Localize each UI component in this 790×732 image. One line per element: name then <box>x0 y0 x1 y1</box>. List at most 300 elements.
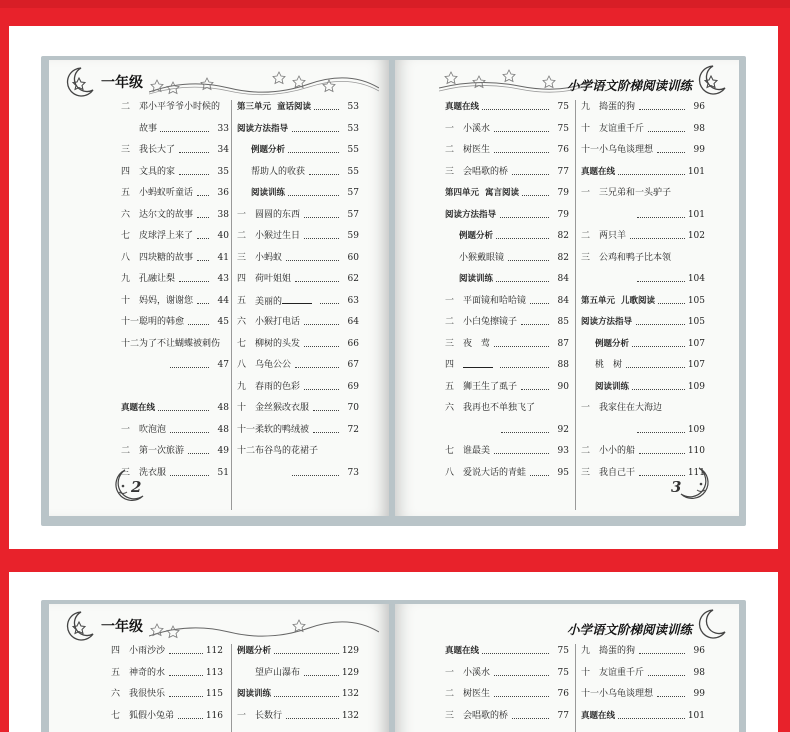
toc-entry-title: 真题在线 <box>445 646 480 656</box>
toc-entry-page: 84 <box>557 295 569 306</box>
toc-entry-title: 爱说大话的青蛙 <box>463 467 527 478</box>
leader-dots <box>482 100 549 110</box>
leader-dots <box>295 272 339 282</box>
toc-entry <box>445 122 569 136</box>
toc-entry-number: 二 <box>121 102 131 112</box>
toc-column <box>445 100 569 510</box>
toc-entry-title: 小乌龟谈理想 <box>599 689 654 699</box>
toc-entry <box>581 358 705 372</box>
toc-entry-title: 神奇的水 <box>129 667 166 678</box>
toc-entry-title: 我长大了 <box>139 145 176 155</box>
toc-entry-page: 60 <box>347 252 359 263</box>
toc-entry-title: 友谊重千斤 <box>599 123 645 134</box>
toc-entry-page: 57 <box>347 188 359 198</box>
leader-dots <box>197 294 209 304</box>
toc-entry <box>445 315 569 329</box>
column-divider <box>575 100 576 510</box>
toc-entry-page: 109 <box>687 424 705 435</box>
toc-entry-page: 66 <box>347 338 359 349</box>
toc-entry-number: 九 <box>237 381 247 392</box>
toc-entry-page: 45 <box>217 317 229 327</box>
toc-entry <box>445 337 569 351</box>
toc-entry <box>581 444 705 458</box>
leader-dots <box>658 294 685 304</box>
toc-entry-number: 一 <box>445 123 455 134</box>
series-title: 小学语文阶梯阅读训练 <box>567 622 693 637</box>
toc-entry-page: 107 <box>687 360 705 370</box>
toc-entry-page: 111 <box>687 467 705 478</box>
toc-entry-number: 九 <box>121 274 131 284</box>
toc-entry <box>445 466 569 480</box>
leader-dots <box>639 100 685 110</box>
toc-entry-number: 五 <box>445 381 455 392</box>
toc-entry <box>445 186 569 200</box>
leader-dots <box>197 229 209 239</box>
toc-entry <box>581 186 705 200</box>
leader-dots <box>292 466 339 476</box>
toc-entry-number: 一 <box>121 424 131 435</box>
toc-entry-title: 文具的家 <box>139 166 176 177</box>
toc-entry-page: 105 <box>687 317 705 327</box>
toc-entry-title: 阅读方法指导 <box>445 209 497 220</box>
leader-dots <box>639 444 685 454</box>
toc-entry-page: 96 <box>693 646 705 656</box>
toc-entry-page: 104 <box>687 274 705 284</box>
leader-dots <box>521 380 549 390</box>
toc-entry-title: 狐假小兔弟 <box>129 710 175 721</box>
toc-entry <box>237 423 359 437</box>
toc-entry-page: 76 <box>557 145 569 155</box>
leader-dots <box>496 229 549 239</box>
toc-entry-page: 112 <box>205 646 223 656</box>
leader-dots <box>295 358 339 368</box>
toc-entry <box>445 666 569 680</box>
toc-entry <box>237 165 359 179</box>
leader-dots <box>522 186 549 196</box>
column-divider <box>231 100 232 510</box>
toc-entry <box>237 208 359 222</box>
moon-star-icon <box>691 606 731 642</box>
leader-dots <box>160 122 209 132</box>
leader-dots <box>170 466 209 476</box>
leader-dots <box>169 687 203 697</box>
leader-dots <box>313 423 339 433</box>
toc-entry-title: 三兄弟和一头驴子 <box>599 188 672 198</box>
toc-entry <box>581 337 705 351</box>
toc-entry-title: 故事 <box>139 123 158 134</box>
toc-entry-title: 例题分析 <box>251 145 286 155</box>
toc-entry-page: 109 <box>687 381 705 392</box>
toc-entry <box>445 644 569 658</box>
toc-entry-title: 阅读训练 <box>237 689 272 699</box>
toc-entry-page: 55 <box>347 145 359 155</box>
toc-entry-page: 110 <box>687 446 705 456</box>
toc-entry-title: 春雨的色彩 <box>255 381 301 392</box>
toc-entry-page: 79 <box>557 188 569 198</box>
toc-entry-number: 十一 <box>237 424 256 435</box>
toc-entry-number: 三 <box>445 338 455 349</box>
toc-entry-title: 望庐山瀑布 <box>255 667 301 678</box>
toc-entry-title: 小雨沙沙 <box>129 646 166 656</box>
toc-entry-page: 101 <box>687 209 705 220</box>
toc-entry-title: 捣蛋的狗 <box>599 646 636 656</box>
leader-dots <box>179 272 209 282</box>
leader-dots <box>320 294 339 304</box>
toc-entry <box>581 100 705 114</box>
toc-entry-title: 儿歌阅读 <box>621 295 656 306</box>
toc-entry-page: 102 <box>687 231 705 241</box>
leader-dots <box>512 165 549 175</box>
toc-entry-title: 狮王生了虱子 <box>463 381 518 392</box>
toc-entry-title: 童话阅读 <box>277 102 312 112</box>
moon-star-icon <box>59 64 99 100</box>
toc-entry <box>581 208 705 222</box>
toc-entry-number: 一 <box>581 188 591 198</box>
moon-star-icon <box>691 62 731 98</box>
toc-entry <box>237 358 359 372</box>
toc-entry-number: 十 <box>581 667 591 678</box>
leader-dots <box>494 122 549 132</box>
leader-dots <box>169 644 203 654</box>
toc-entry-title: 邓小平爷爷小时候的 <box>139 102 221 112</box>
toc-entry <box>121 380 229 394</box>
toc-entry-page: 70 <box>347 403 359 413</box>
toc-entry-title: 我家住在大海边 <box>599 403 663 413</box>
toc-entry-page: 95 <box>557 467 569 478</box>
toc-entry <box>237 294 359 308</box>
toc-entry-number: 十 <box>581 123 591 134</box>
book-image-panel-2 <box>9 572 778 732</box>
toc-entry-title: 聪明的韩愈 <box>139 317 185 327</box>
toc-entry-title: 吹泡泡 <box>139 424 167 435</box>
toc-entry-page: 51 <box>217 467 229 478</box>
toc-column <box>237 100 359 510</box>
toc-entry-title: 例题分析 <box>459 231 494 241</box>
leader-dots <box>197 251 209 261</box>
toc-entry <box>237 143 359 157</box>
toc-entry-page: 107 <box>687 338 705 349</box>
leader-dots <box>170 423 209 433</box>
toc-entry-number: 二 <box>121 446 131 456</box>
toc-entry-page: 47 <box>217 360 229 370</box>
toc-entry-title: 金丝猴改衣服 <box>255 403 310 413</box>
toc-entry-title: 平面镜和哈哈镜 <box>463 295 527 306</box>
leader-dots <box>618 709 685 719</box>
leader-dots <box>179 165 209 175</box>
toc-entry-title: 长数行 <box>255 710 283 721</box>
toc-column <box>445 644 569 732</box>
series-title: 小学语文阶梯阅读训练 <box>567 78 693 93</box>
leader-dots <box>304 208 339 218</box>
right-page <box>395 60 739 516</box>
column-divider <box>575 644 576 732</box>
toc-column <box>111 644 223 732</box>
toc-entry-page: 36 <box>217 188 229 198</box>
left-page <box>49 604 389 732</box>
toc-entry <box>237 709 359 723</box>
leader-dots <box>494 143 549 153</box>
toc-entry-page: 40 <box>217 231 229 241</box>
toc-entry-title: 我自己干 <box>599 467 636 478</box>
leader-dots <box>304 315 339 325</box>
toc-entry <box>445 251 569 265</box>
toc-entry <box>581 251 705 265</box>
leader-dots <box>530 466 549 476</box>
toc-entry-number: 七 <box>237 338 247 349</box>
toc-entry <box>121 358 229 372</box>
toc-entry-title: 公鸡和鸭子比本领 <box>599 252 672 263</box>
page-number: 2 <box>131 478 142 496</box>
toc-entry-page: 88 <box>557 360 569 370</box>
fill-in-blank <box>282 294 312 304</box>
toc-entry-page: 77 <box>557 710 569 721</box>
page-number: 3 <box>671 478 682 496</box>
toc-entry <box>121 272 229 286</box>
leader-dots <box>304 337 339 347</box>
toc-entry-number: 五 <box>121 188 131 198</box>
toc-entry-page: 85 <box>557 317 569 327</box>
toc-entry <box>581 687 705 701</box>
toc-entry-title: 为了不让蝴蝶被刺伤 <box>139 338 221 349</box>
toc-entry <box>581 143 705 157</box>
toc-entry-page: 38 <box>217 209 229 220</box>
toc-entry <box>581 423 705 437</box>
toc-entry-title: 例题分析 <box>237 646 272 656</box>
leader-dots <box>314 100 339 110</box>
toc-entry <box>445 294 569 308</box>
leader-dots <box>626 358 685 368</box>
grade-title: 一年级 <box>101 619 143 635</box>
toc-entry <box>121 315 229 329</box>
toc-entry-page: 115 <box>205 689 223 699</box>
toc-entry-page: 48 <box>217 403 229 413</box>
toc-entry-number: 二 <box>445 145 455 155</box>
toc-entry-page: 132 <box>341 710 359 721</box>
toc-entry-title: 小乌龟谈理想 <box>599 145 654 155</box>
toc-entry-number: 十一 <box>581 145 600 155</box>
toc-entry-number: 三 <box>121 145 131 155</box>
leader-dots <box>657 687 685 697</box>
toc-entry-page: 105 <box>687 295 705 306</box>
toc-entry-number: 二 <box>445 689 455 699</box>
toc-entry-number: 三 <box>445 710 455 721</box>
toc-entry-title: 夜 莺 <box>463 338 491 349</box>
toc-entry-title: 阅读训练 <box>459 274 494 284</box>
toc-entry <box>121 229 229 243</box>
toc-entry-title: 捣蛋的狗 <box>599 102 636 112</box>
toc-entry <box>121 186 229 200</box>
toc-entry <box>121 122 229 136</box>
toc-entry <box>445 423 569 437</box>
toc-entry <box>237 122 359 136</box>
leader-dots <box>179 143 209 153</box>
toc-entry-number: 一 <box>445 295 455 306</box>
leader-dots <box>274 687 339 697</box>
toc-entry-page: 72 <box>347 424 359 435</box>
toc-entry-page: 101 <box>687 166 705 177</box>
toc-entry <box>121 423 229 437</box>
leader-dots <box>494 337 549 347</box>
toc-column <box>581 644 705 732</box>
toc-entry <box>581 165 705 179</box>
toc-entry-page: 35 <box>217 166 229 177</box>
leader-dots <box>197 208 209 218</box>
toc-entry-number: 六 <box>111 689 121 699</box>
leader-dots <box>197 186 209 196</box>
toc-entry <box>121 294 229 308</box>
toc-entry <box>237 315 359 329</box>
moon-cartoon-icon <box>677 464 717 504</box>
moon-star-icon <box>59 608 99 644</box>
toc-entry-page: 77 <box>557 166 569 177</box>
toc-entry <box>581 709 705 723</box>
leader-dots <box>304 666 339 676</box>
toc-entry <box>237 380 359 394</box>
toc-entry-title: 小白兔擦镜子 <box>463 317 518 327</box>
toc-entry-title: 洗衣服 <box>139 467 167 478</box>
toc-entry-title: 小溪水 <box>463 667 491 678</box>
toc-entry-number: 九 <box>581 646 591 656</box>
toc-entry-title: 友谊重千斤 <box>599 667 645 678</box>
toc-entry-number: 七 <box>111 710 121 721</box>
toc-entry-number: 四 <box>121 166 131 177</box>
toc-entry-title: 会唱歌的桥 <box>463 710 509 721</box>
leader-dots <box>496 272 549 282</box>
toc-entry-title: 小溪水 <box>463 123 491 134</box>
toc-entry-page: 59 <box>347 231 359 241</box>
leader-dots <box>304 380 339 390</box>
leader-dots <box>482 644 549 654</box>
leader-dots <box>632 337 685 347</box>
toc-entry-page: 67 <box>347 360 359 370</box>
toc-entry <box>581 666 705 680</box>
toc-entry-page: 98 <box>693 123 705 134</box>
leader-dots <box>188 315 209 325</box>
toc-column <box>581 100 705 510</box>
toc-entry-title: 桃 树 <box>595 360 623 370</box>
toc-entry <box>237 466 359 480</box>
toc-entry <box>445 143 569 157</box>
toc-entry-page: 113 <box>205 667 223 678</box>
toc-entry-page: 64 <box>347 317 359 327</box>
leader-dots <box>158 401 209 411</box>
toc-entry <box>237 100 359 114</box>
toc-entry <box>237 644 359 658</box>
toc-entry-number: 一 <box>237 209 247 220</box>
toc-entry-number: 十一 <box>581 689 600 699</box>
toc-entry-page: 87 <box>557 338 569 349</box>
column-divider <box>231 644 232 732</box>
toc-entry-number: 第三单元 <box>237 102 272 112</box>
toc-entry-page: 75 <box>557 667 569 678</box>
toc-entry-title: 两只羊 <box>599 231 627 241</box>
leader-dots <box>188 444 209 454</box>
toc-entry-page: 57 <box>347 209 359 220</box>
toc-entry-title: 小猴戴眼镜 <box>459 252 505 263</box>
toc-entry-title: 柳树的头发 <box>255 338 301 349</box>
toc-entry-page: 73 <box>347 467 359 478</box>
toc-entry-number: 三 <box>121 467 131 478</box>
toc-entry-title: 真题在线 <box>121 403 156 413</box>
toc-entry-number: 九 <box>581 102 591 112</box>
leader-dots <box>288 186 339 196</box>
toc-entry <box>581 229 705 243</box>
leader-dots <box>170 358 209 368</box>
toc-entry-page: 41 <box>217 252 229 263</box>
toc-entry-page: 53 <box>347 102 359 112</box>
leader-dots <box>309 165 339 175</box>
toc-entry-number: 四 <box>111 646 121 656</box>
toc-entry-number: 八 <box>445 467 455 478</box>
toc-entry-number: 第四单元 <box>445 188 480 198</box>
toc-entry-page: 49 <box>217 446 229 456</box>
toc-entry <box>445 165 569 179</box>
toc-entry <box>237 251 359 265</box>
toc-entry-number: 八 <box>121 252 131 263</box>
toc-entry-title: 真题在线 <box>445 102 480 112</box>
toc-entry-number: 二 <box>445 317 455 327</box>
toc-entry-title: 寓言阅读 <box>485 188 520 198</box>
toc-entry <box>581 380 705 394</box>
toc-entry <box>237 272 359 286</box>
toc-entry-number: 十一 <box>121 317 140 327</box>
toc-entry-page: 82 <box>557 252 569 263</box>
toc-entry-title: 真题在线 <box>581 710 616 721</box>
toc-entry-number: 五 <box>237 295 247 306</box>
toc-entry-page: 129 <box>341 667 359 678</box>
toc-entry-number: 二 <box>581 231 591 241</box>
leader-dots <box>512 709 549 719</box>
toc-entry <box>121 143 229 157</box>
toc-entry <box>237 444 359 458</box>
toc-entry <box>581 315 705 329</box>
left-page <box>49 60 389 516</box>
toc-entry <box>445 444 569 458</box>
leader-dots <box>657 143 685 153</box>
leader-dots <box>632 380 685 390</box>
leader-dots <box>494 444 549 454</box>
toc-entry <box>121 444 229 458</box>
toc-entry-page: 75 <box>557 646 569 656</box>
leader-dots <box>508 251 549 261</box>
toc-entry-number: 十 <box>237 403 247 413</box>
toc-entry-page: 55 <box>347 166 359 177</box>
toc-entry-title: 妈妈，谢谢您 <box>139 295 194 306</box>
toc-entry-page: 53 <box>347 123 359 134</box>
toc-entry-title: 小猴打电话 <box>255 317 301 327</box>
toc-entry <box>445 229 569 243</box>
stars-decoration <box>149 614 379 644</box>
toc-entry-number: 六 <box>445 403 455 413</box>
toc-entry-page: 79 <box>557 209 569 220</box>
toc-entry-page: 90 <box>557 381 569 392</box>
toc-column <box>237 644 359 732</box>
toc-entry-page: 33 <box>217 123 229 134</box>
toc-entry <box>121 208 229 222</box>
toc-entry-page: 75 <box>557 102 569 112</box>
toc-entry-page: 63 <box>347 295 359 306</box>
leader-dots <box>637 208 685 218</box>
toc-entry <box>121 100 229 114</box>
toc-entry <box>581 401 705 415</box>
leader-dots <box>639 644 685 654</box>
toc-entry <box>581 644 705 658</box>
toc-entry <box>581 294 705 308</box>
toc-entry <box>445 687 569 701</box>
toc-entry-page: 99 <box>693 689 705 699</box>
leader-dots <box>618 165 685 175</box>
toc-entry-number: 四 <box>237 274 247 284</box>
